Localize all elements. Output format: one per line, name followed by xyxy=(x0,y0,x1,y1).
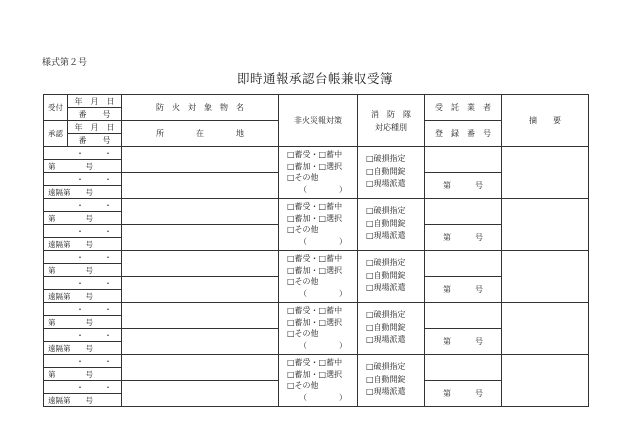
reception-date-cell[interactable] xyxy=(44,147,122,160)
date-dot: ・ xyxy=(76,330,84,340)
remote-number-cell[interactable]: 遠隔第 号 xyxy=(44,394,122,407)
reception-number-cell[interactable]: 第 号 xyxy=(44,160,122,173)
object-name-header: 防 火 対 象 物 名 xyxy=(122,95,279,121)
response-type-cell[interactable] xyxy=(358,199,425,251)
ledger-table xyxy=(43,94,589,407)
measure-option: □蓄受・□蓄中 xyxy=(287,254,343,263)
measures-cell[interactable] xyxy=(279,303,358,355)
registration-number-cell[interactable]: 第 号 xyxy=(425,277,502,303)
response-option: □自動開錠 xyxy=(366,270,406,280)
approval-date-cell[interactable] xyxy=(44,277,122,290)
reception-date-cell[interactable] xyxy=(44,355,122,368)
contractor-header: 受 託 業 者 xyxy=(425,95,502,121)
registration-number-header: 登 録 番 号 xyxy=(425,121,502,147)
contractor-cell[interactable] xyxy=(425,303,502,329)
registration-number-cell[interactable]: 第 号 xyxy=(425,173,502,199)
summary-cell[interactable] xyxy=(502,199,589,251)
date-dot: ・ xyxy=(104,330,112,340)
response-option: □自動開錠 xyxy=(366,374,406,384)
date-dot: ・ xyxy=(76,226,84,236)
location-cell[interactable] xyxy=(122,173,279,199)
measure-option: □蓄受・□蓄中 xyxy=(287,150,343,159)
fire-corps-header-line2: 対応種別 xyxy=(375,122,407,132)
date-dot: ・ xyxy=(76,148,84,158)
contractor-cell[interactable] xyxy=(425,147,502,173)
date-dot: ・ xyxy=(76,174,84,184)
response-type-cell[interactable] xyxy=(358,355,425,407)
response-option: □破損指定 xyxy=(366,310,406,319)
response-option: □現場派遣 xyxy=(366,231,406,240)
location-cell[interactable] xyxy=(122,381,279,407)
measure-option: □その他 xyxy=(287,277,319,286)
approval-number-header: 番 号 xyxy=(68,134,122,147)
object-name-cell[interactable] xyxy=(122,303,279,329)
ledger-row xyxy=(44,251,589,264)
measure-option: □蓄受・□蓄中 xyxy=(287,202,343,211)
response-option: □現場派遣 xyxy=(366,283,406,292)
registration-number-cell[interactable]: 第 号 xyxy=(425,381,502,407)
date-dot: ・ xyxy=(76,356,84,366)
remote-number-cell[interactable]: 遠隔第 号 xyxy=(44,342,122,355)
ledger-row xyxy=(44,147,589,160)
approval-date-cell[interactable] xyxy=(44,381,122,394)
location-cell[interactable] xyxy=(122,225,279,251)
reception-date-cell[interactable] xyxy=(44,199,122,212)
date-dot: ・ xyxy=(104,356,112,366)
measure-option: □蓄受・□蓄中 xyxy=(287,306,343,315)
date-dot: ・ xyxy=(76,252,84,262)
contractor-cell[interactable] xyxy=(425,251,502,277)
object-name-cell[interactable] xyxy=(122,355,279,381)
response-option: □破損指定 xyxy=(366,154,406,163)
measures-cell[interactable] xyxy=(279,251,358,303)
measure-other-blank: （ ） xyxy=(299,340,347,350)
fire-corps-header xyxy=(358,95,425,147)
location-header: 所 在 地 xyxy=(122,121,279,147)
date-dot: ・ xyxy=(104,200,112,210)
contractor-cell[interactable] xyxy=(425,355,502,381)
object-name-cell[interactable] xyxy=(122,199,279,225)
location-cell[interactable] xyxy=(122,329,279,355)
response-option: □現場派遣 xyxy=(366,179,406,188)
date-dot: ・ xyxy=(104,304,112,314)
registration-number-cell[interactable]: 第 号 xyxy=(425,329,502,355)
summary-header: 摘 要 xyxy=(502,95,589,147)
approval-date-header: 年 月 日 xyxy=(68,121,122,134)
measure-option: □その他 xyxy=(287,173,319,182)
ledger-row xyxy=(44,199,589,212)
location-cell[interactable] xyxy=(122,277,279,303)
ledger-row xyxy=(44,303,589,316)
date-dot: ・ xyxy=(104,148,112,158)
measure-option: □蓄加・□選択 xyxy=(287,213,343,223)
measure-other-blank: （ ） xyxy=(299,236,347,246)
measure-option: □その他 xyxy=(287,329,319,338)
measures-cell[interactable] xyxy=(279,147,358,199)
remote-number-cell[interactable]: 遠隔第 号 xyxy=(44,186,122,199)
response-option: □破損指定 xyxy=(366,362,406,371)
reception-date-cell[interactable] xyxy=(44,303,122,316)
response-option: □自動開錠 xyxy=(366,322,406,332)
summary-cell[interactable] xyxy=(502,251,589,303)
date-dot: ・ xyxy=(104,252,112,262)
measure-other-blank: （ ） xyxy=(299,184,347,194)
measures-cell[interactable] xyxy=(279,199,358,251)
response-type-cell[interactable] xyxy=(358,147,425,199)
summary-cell[interactable] xyxy=(502,303,589,355)
summary-cell[interactable] xyxy=(502,355,589,407)
approval-date-cell[interactable] xyxy=(44,173,122,186)
approval-date-cell[interactable] xyxy=(44,329,122,342)
approval-label: 承認 xyxy=(44,121,68,147)
date-dot: ・ xyxy=(76,382,84,392)
registration-number-cell[interactable]: 第 号 xyxy=(425,225,502,251)
response-option: □現場派遣 xyxy=(366,335,406,344)
date-dot: ・ xyxy=(76,304,84,314)
remote-number-cell[interactable]: 遠隔第 号 xyxy=(44,238,122,251)
reception-date-cell[interactable] xyxy=(44,251,122,264)
response-type-cell[interactable] xyxy=(358,251,425,303)
measure-option: □その他 xyxy=(287,225,319,234)
measure-option: □蓄加・□選択 xyxy=(287,369,343,379)
response-option: □現場派遣 xyxy=(366,387,406,396)
measure-option: □蓄加・□選択 xyxy=(287,317,343,327)
non-fire-response-header: 非火災報対策 xyxy=(279,95,358,147)
date-dot: ・ xyxy=(76,200,84,210)
measure-other-blank: （ ） xyxy=(299,392,347,402)
date-dot: ・ xyxy=(104,226,112,236)
measure-option: □その他 xyxy=(287,381,319,390)
date-dot: ・ xyxy=(104,382,112,392)
ledger-row xyxy=(44,355,589,368)
reception-date-header: 年 月 日 xyxy=(68,95,122,108)
reception-number-cell[interactable]: 第 号 xyxy=(44,212,122,225)
reception-number-cell[interactable]: 第 号 xyxy=(44,264,122,277)
summary-cell[interactable] xyxy=(502,147,589,199)
object-name-cell[interactable] xyxy=(122,147,279,173)
date-dot: ・ xyxy=(104,278,112,288)
measure-option: □蓄受・□蓄中 xyxy=(287,358,343,367)
response-option: □自動開錠 xyxy=(366,218,406,228)
fire-corps-header-line1: 消 防 隊 xyxy=(371,109,411,119)
page-title: 即時通報承認台帳兼収受簿 xyxy=(236,71,393,86)
measure-option: □蓄加・□選択 xyxy=(287,265,343,275)
reception-number-cell[interactable]: 第 号 xyxy=(44,316,122,329)
remote-number-cell[interactable]: 遠隔第 号 xyxy=(44,290,122,303)
measures-cell[interactable] xyxy=(279,355,358,407)
reception-label: 受付 xyxy=(44,95,68,121)
measure-option: □蓄加・□選択 xyxy=(287,161,343,171)
approval-date-cell[interactable] xyxy=(44,225,122,238)
form-number: 様式第２号 xyxy=(42,58,88,68)
header-row xyxy=(44,95,589,108)
date-dot: ・ xyxy=(104,174,112,184)
reception-number-header: 番 号 xyxy=(68,108,122,121)
contractor-cell[interactable] xyxy=(425,199,502,225)
reception-number-cell[interactable]: 第 号 xyxy=(44,368,122,381)
response-option: □破損指定 xyxy=(366,258,406,267)
measure-other-blank: （ ） xyxy=(299,288,347,298)
response-option: □自動開錠 xyxy=(366,166,406,176)
response-type-cell[interactable] xyxy=(358,303,425,355)
response-option: □破損指定 xyxy=(366,206,406,215)
date-dot: ・ xyxy=(76,278,84,288)
object-name-cell[interactable] xyxy=(122,251,279,277)
